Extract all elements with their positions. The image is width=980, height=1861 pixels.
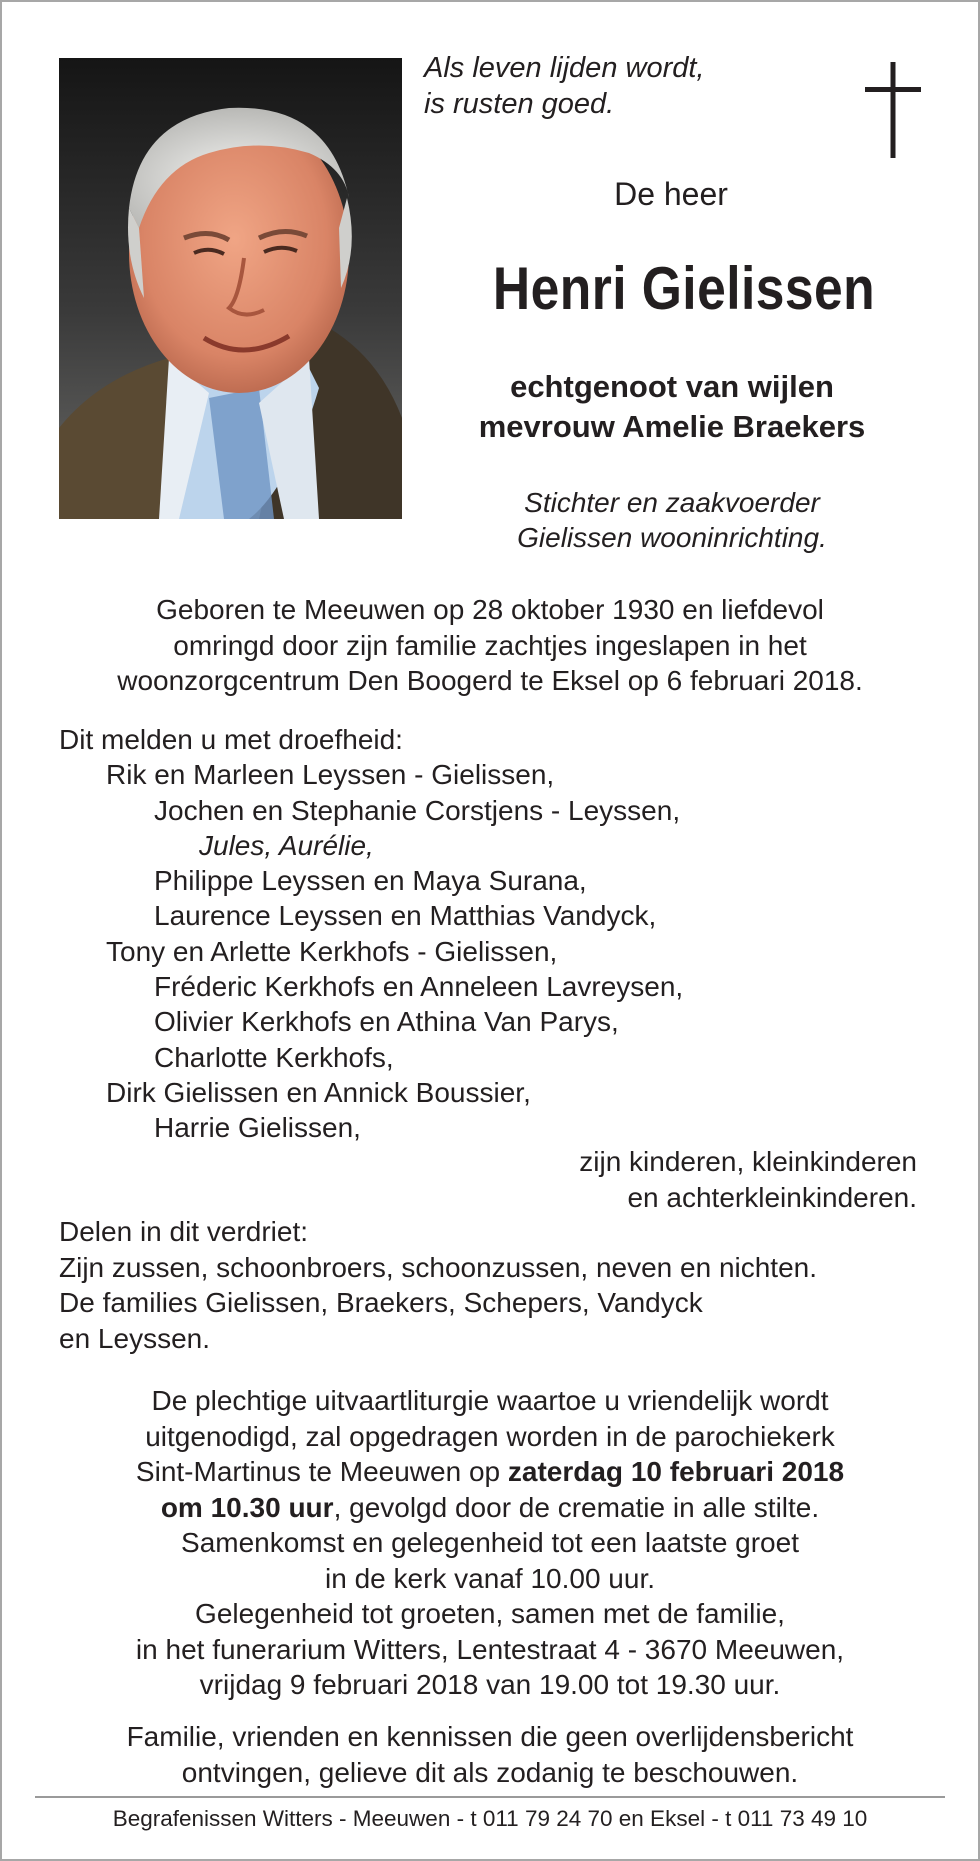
cross-icon [865,62,921,158]
funeral-line [58,1490,922,1526]
funeral-line: De plechtige uitvaartliturgie waartoe u vriendelijk wordt [151,1385,829,1416]
family-entry: Laurence Leyssen en Matthias Vandyck, [154,900,657,932]
funeral-line: vrijdag 9 februari 2018 van 19.00 tot 19.30 uur. [199,1669,781,1700]
role-line: Gielissen wooninrichting. [517,522,827,553]
footer-contact: Begrafenissen Witters - Meeuwen - t 011 79 24 70 en Eksel - t 011 73 49 10 [112,1806,868,1831]
intro-line: woonzorgcentrum Den Boogerd te Eksel op 6 februari 2018. [117,665,863,696]
motto-line: is rusten goed. [424,88,615,120]
relation-line: zijn kinderen, kleinkinderen [579,1146,917,1177]
funeral-info [58,1383,922,1703]
portrait-photo [59,58,402,519]
family-entry: Tony en Arlette Kerkhofs - Gielissen, [106,935,558,967]
sharing-line: en Leyssen. [59,1322,210,1354]
role-info [430,485,914,555]
relation-line: en achterkleinkinderen. [627,1181,917,1213]
family-entry: Philippe Leyssen en Maya Surana, [154,865,587,897]
family-entry: Rik en Marleen Leyssen - Gielissen, [106,759,555,791]
family-entry: Dirk Gielissen en Annick Boussier, [106,1076,531,1108]
intro-line: Geboren te Meeuwen op 28 oktober 1930 en liefdevol [156,594,824,625]
sharing-line: De families Gielissen, Braekers, Schepers, Vandyck [59,1287,703,1318]
family-entry: Olivier Kerkhofs en Athina Van Parys, [154,1006,619,1038]
closing-note [58,1719,922,1790]
intro-paragraph [58,592,922,699]
family-list [59,722,683,1146]
closing-line: Familie, vrienden en kennissen die geen overlijdensbericht [126,1721,854,1752]
spouse-line: mevrouw Amelie Braekers [478,409,866,444]
sharing-section [59,1214,817,1356]
family-entry: Fréderic Kerkhofs en Anneleen Lavreysen, [154,971,684,1003]
closing-line: ontvingen, gelieve dit als zodanig te beschouwen. [181,1756,799,1788]
sharing-line: Zijn zussen, schoonbroers, schoonzussen, neven en nichten. [59,1251,818,1283]
footer-divider [35,1796,945,1798]
role-line: Stichter en zaakvoerder [524,487,820,518]
salutation: De heer [614,176,728,212]
family-entry: Jochen en Stephanie Corstjens - Leyssen, [154,794,681,826]
spouse-line: echtgenoot van wijlen [510,369,834,404]
funeral-church: Sint-Martinus te Meeuwen op [135,1456,508,1487]
motto-line: Als leven lijden wordt, [424,52,705,84]
family-entry: Harrie Gielissen, [154,1112,361,1144]
family-heading: Dit melden u met droefheid: [59,724,403,755]
funeral-line: in het funerarium Witters, Lentestraat 4 - 3670 Meeuwen, [135,1633,845,1665]
sharing-heading: Delen in dit verdriet: [59,1216,309,1247]
motto [424,50,704,122]
family-entry: Jules, Aurélie, [199,829,374,861]
deceased-name: Henri Gielissen [492,255,876,322]
funeral-cremation: , gevolgd door de crematie in alle stilte. [333,1491,820,1523]
funeral-line: Samenkomst en gelegenheid tot een laatste groet [181,1527,799,1558]
spouse-info [430,367,914,447]
funeral-line: uitgenodigd, zal opgedragen worden in de parochiekerk [145,1420,835,1452]
funeral-line: Gelegenheid tot groeten, samen met de familie, [195,1598,785,1629]
relation-note [579,1144,917,1215]
intro-line: omringd door zijn familie zachtjes ingeslapen in het [173,629,807,661]
funeral-time: om 10.30 uur [160,1491,334,1523]
funeral-line: in de kerk vanaf 10.00 uur. [325,1562,655,1594]
funeral-date: zaterdag 10 februari 2018 [507,1456,845,1487]
funeral-line [58,1454,922,1490]
family-entry: Charlotte Kerkhofs, [154,1041,394,1073]
